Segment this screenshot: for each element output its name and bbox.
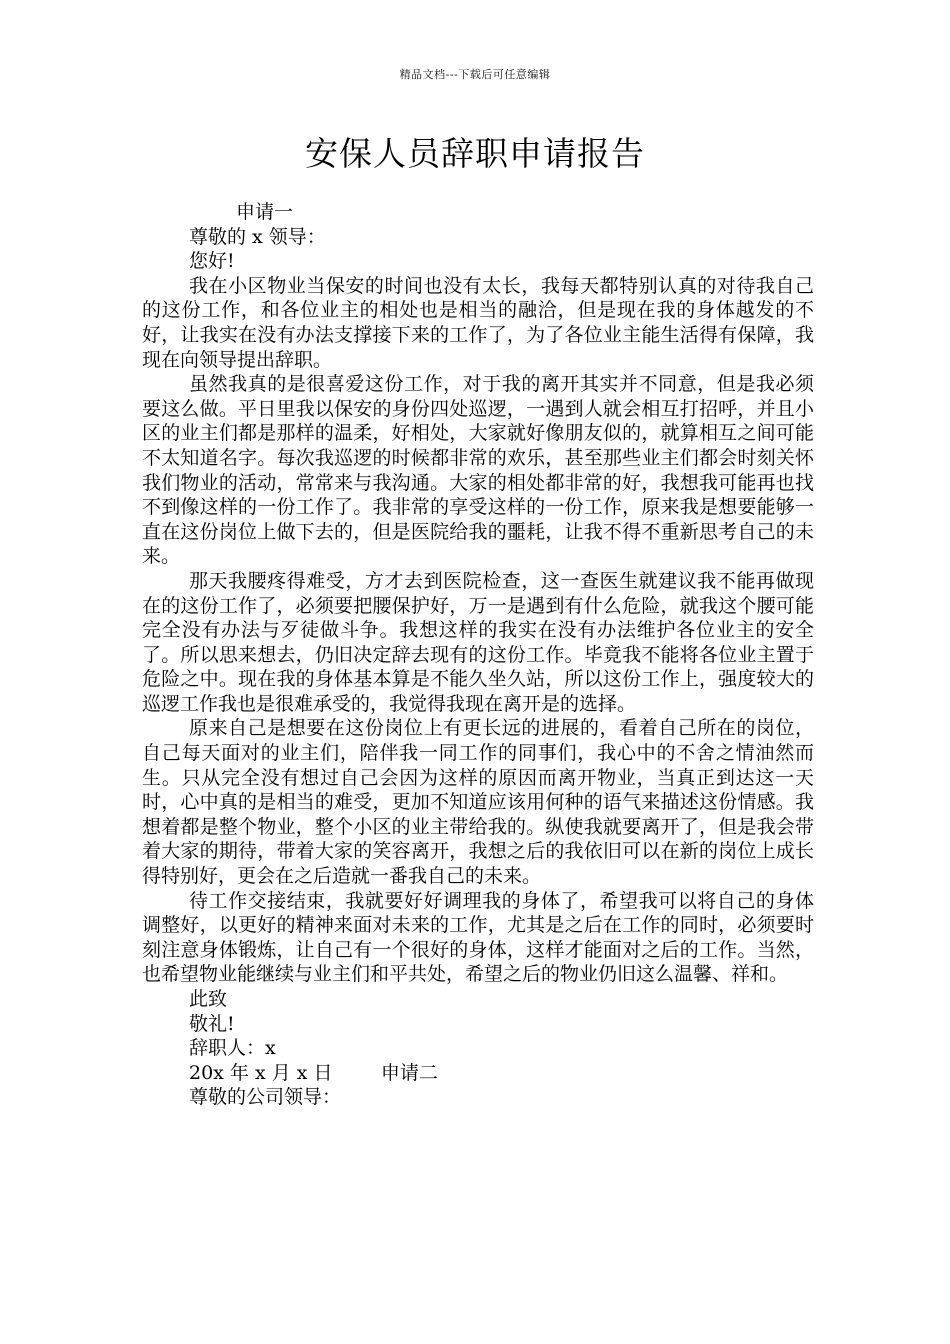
greeting: 您好! xyxy=(189,250,235,273)
header-note: 精品文档---下载后可任意编辑 xyxy=(399,68,551,81)
signature: 辞职人：x xyxy=(189,1037,276,1060)
second-salutation: 尊敬的公司领导： xyxy=(189,1086,342,1109)
body-paragraph: 虽然我真的是很喜爱这份工作，对于我的离开其实并不同意，但是我必须要这么做。平日里我以保安的身份四处巡逻，一遇到人就会相互打招呼，并且小区的业主们都是那样的温柔，好相处，大家就好像朋友似的，就算相互之间可能不太知道名字。每次我巡逻的时候都非常的欢乐，甚至那些业主们都会时刻关怀我们物业的活动，常常来与我沟通。大家的相处都非常的好，我想我可能再也找不到像这样的一份工作了。我非常的享受这样的一份工作，原来我是想要能够一直在这份岗位上做下去的，但是医院给我的噩耗，让我不得不重新思考自己的未来。 xyxy=(142,373,814,568)
section-label: 申请一 xyxy=(236,201,294,223)
date-line: 20x 年 x 月 x 日 申请二 xyxy=(189,1061,438,1084)
closing-salute: 敬礼! xyxy=(189,1012,235,1035)
body-paragraph: 我在小区物业当保安的时间也没有太长，我每天都特别认真的对待我自己的这份工作，和各位业主的相处也是相当的融洽，但是现在我的身体越发的不好，让我实在没有办法支撑接下来的工作了，为了各位业主能生活得有保障，我现在向领导提出辞职。 xyxy=(142,274,814,371)
body-paragraph: 待工作交接结束，我就要好好调理我的身体了，希望我可以将自己的身体调整好，以更好的精神来面对未来的工作，尤其是之后在工作的同时，必须要时刻注意身体锻炼，让自己有一个很好的身体，这样才能面对之后的工作。当然，也希望物业能继续与业主们和平共处，希望之后的物业仍旧这么温馨、祥和。 xyxy=(142,889,814,986)
body-paragraph: 原来自己是想要在这份岗位上有更长远的进展的，看着自己所在的岗位，自己每天面对的业主们，陪伴我一同工作的同事们，我心中的不舍之情油然而生。只从完全没有想过自己会因为这样的原因而离开物业，当真正到达这一天时，心中真的是相当的难受，更加不知道应该用何种的语气来描述这份情感。我想着都是整个物业，整个小区的业主带给我的。纵使我就要离开了，但是我会带着大家的期待，带着大家的笑容离开，我想之后的我依旧可以在新的岗位上成长得特别好，更会在之后造就一番我自己的未来。 xyxy=(142,717,814,888)
closing-line: 此致 xyxy=(189,988,228,1010)
document-body xyxy=(142,200,814,1110)
body-paragraph: 那天我腰疼得难受，方才去到医院检查，这一查医生就建议我不能再做现在的这份工作了，必须要把腰保护好，万一是遇到有什么危险，就我这个腰可能完全没有办法与歹徒做斗争。我想这样的我实在没有办法维护各位业主的安全了。所以思来想去，仍旧决定辞去现有的这份工作。毕竟我不能将各位业主置于危险之中。现在我的身体基本算是不能久坐久站，所以这份工作上，强度较大的巡逻工作我也是很难承受的，我觉得我现在离开是的选择。 xyxy=(142,569,814,715)
salutation: 尊敬的 x 领导： xyxy=(189,225,326,248)
document-title: 安保人员辞职申请报告 xyxy=(305,134,645,173)
